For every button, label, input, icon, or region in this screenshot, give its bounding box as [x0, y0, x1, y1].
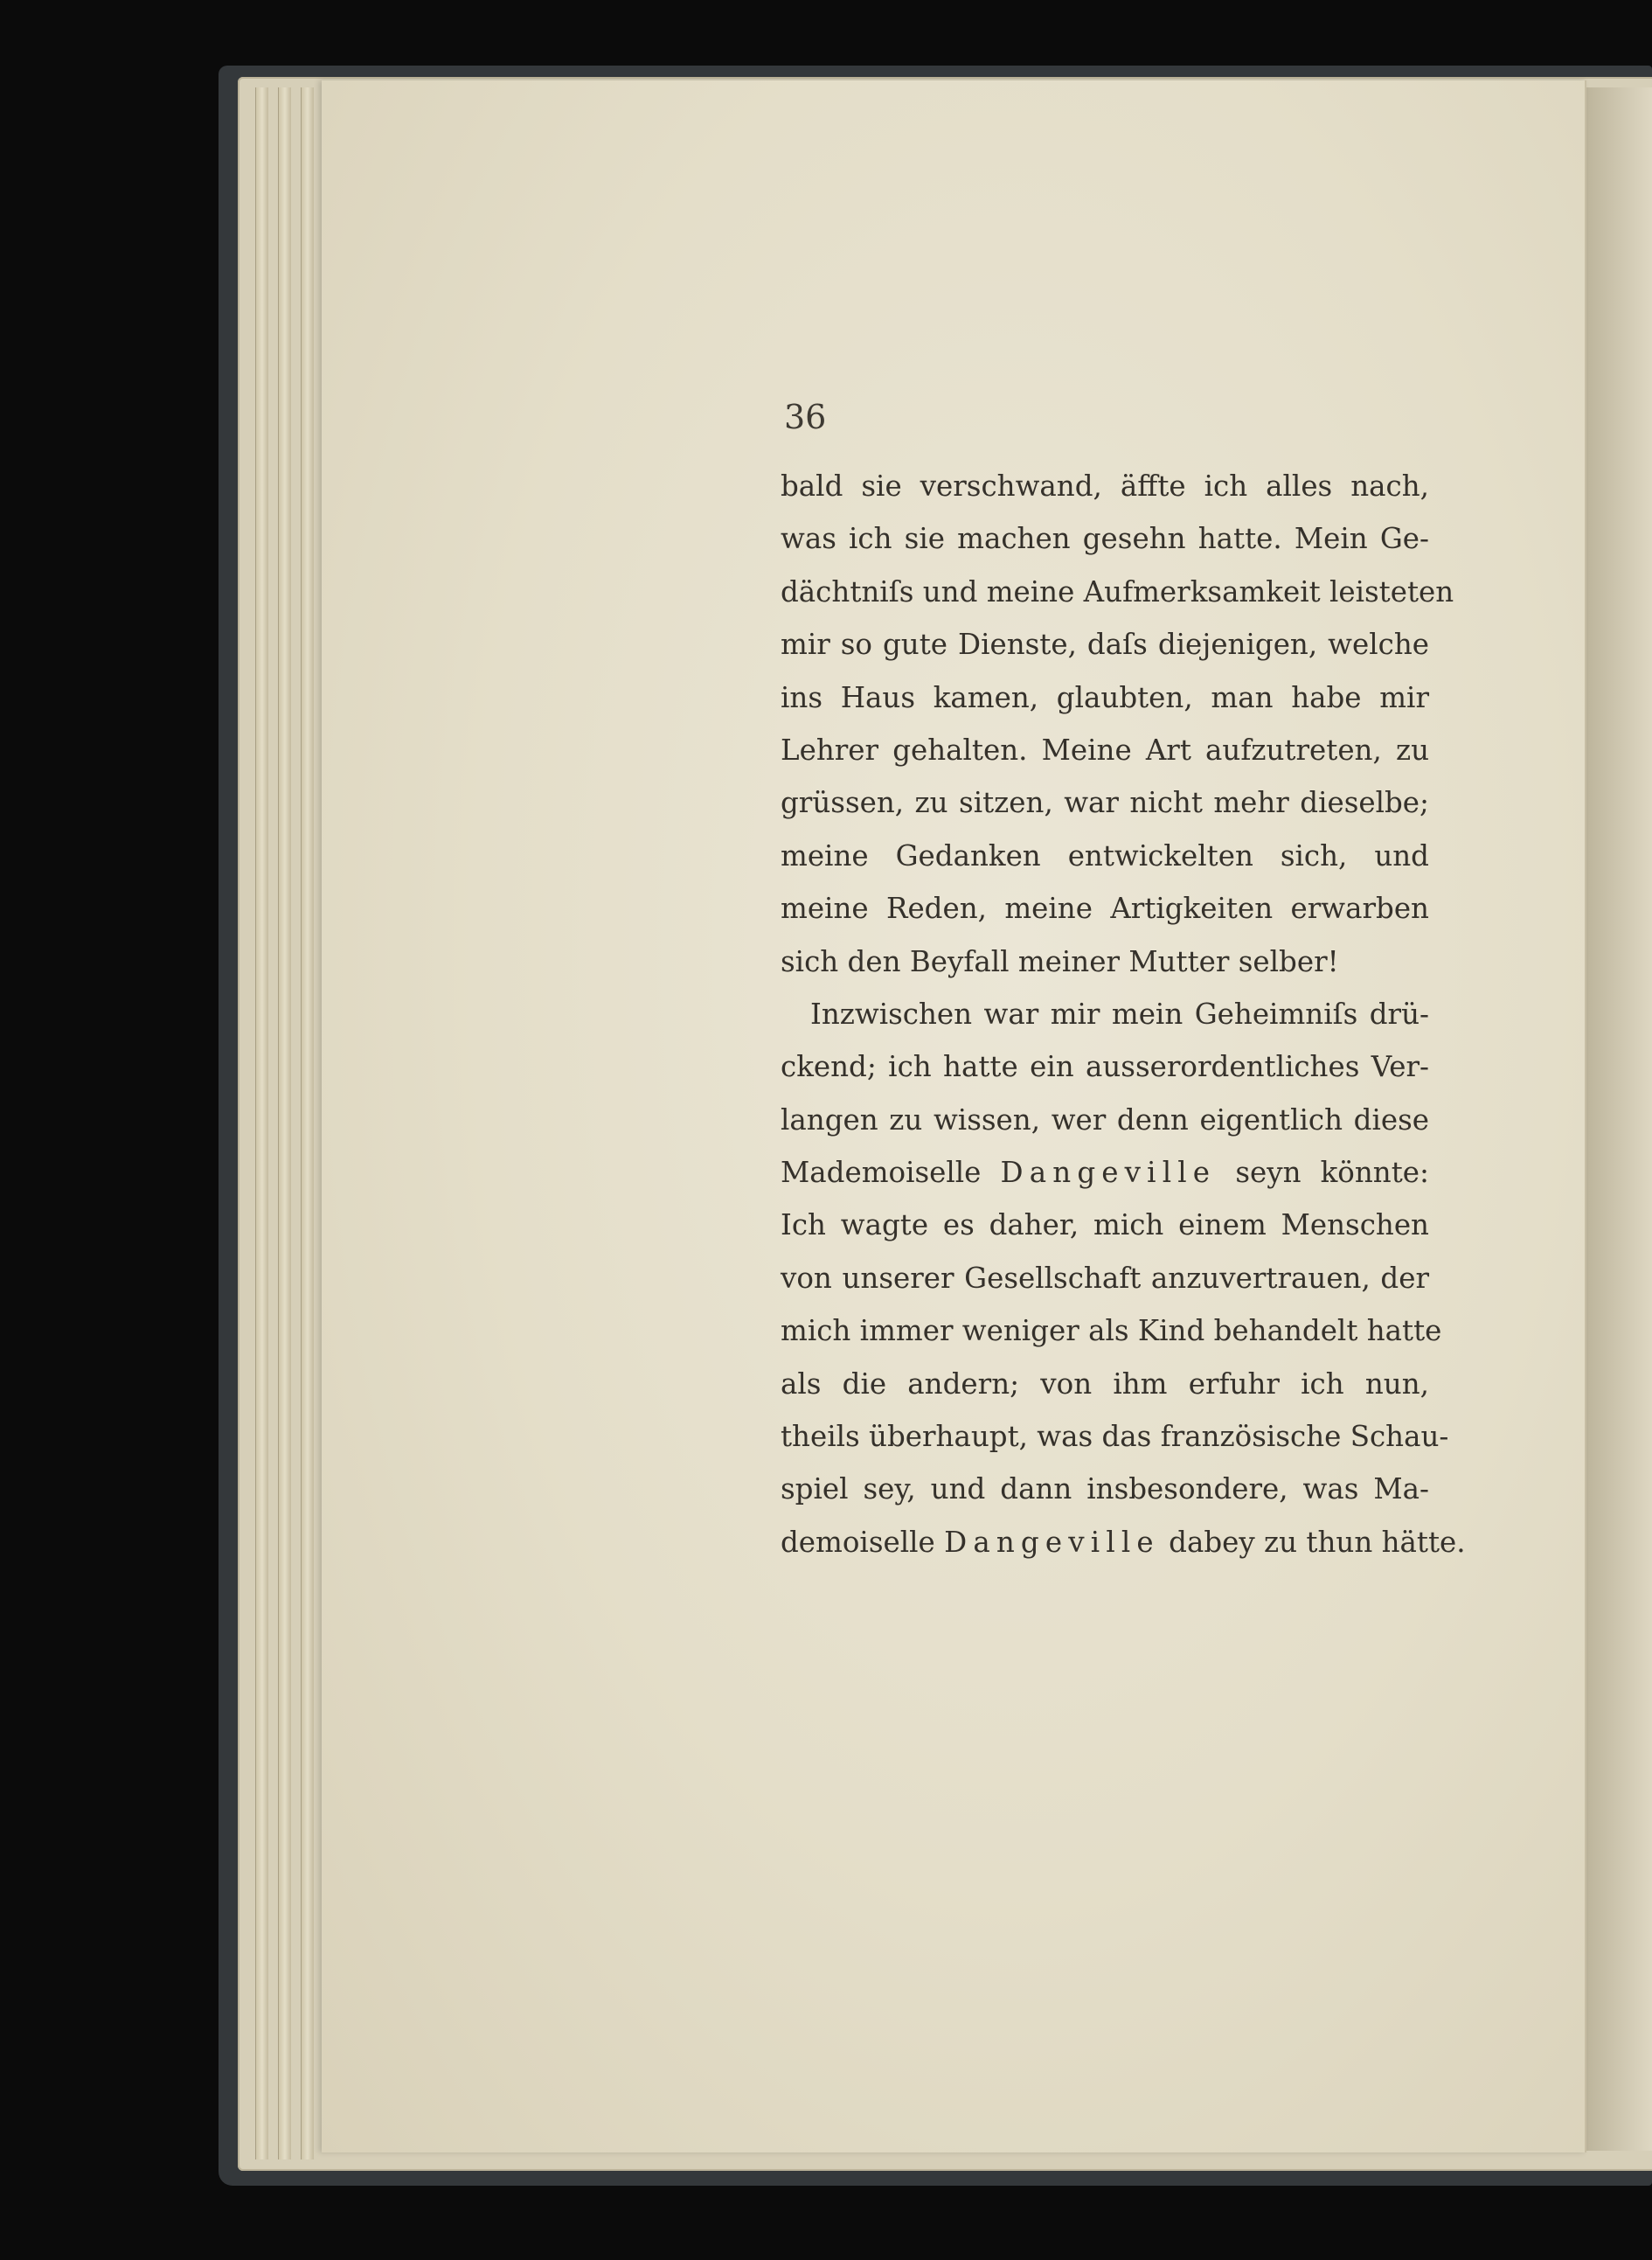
- text-line: ins Haus kamen, glaubten, man habe mir: [781, 680, 1429, 714]
- text-line: meine Gedanken entwickelten sich, und: [781, 838, 1429, 873]
- facing-page-edge: [1586, 87, 1652, 2151]
- page-edge: [301, 87, 314, 2159]
- text-fragment: Mademoiselle: [781, 1156, 982, 1190]
- emphasized-name: Dangeville: [944, 1525, 1160, 1559]
- emphasized-name: Dangeville: [1000, 1156, 1217, 1190]
- text-line: dächtniſs und meine Aufmerksamkeit leisteten: [781, 574, 1454, 608]
- text-line: grüssen, zu sitzen, war nicht mehr dieselbe;: [781, 786, 1429, 820]
- text-line: ckend; ich hatte ein ausserordentliches Ver-: [781, 1050, 1429, 1084]
- text-line: bald sie verschwand, äffte ich alles nach,: [781, 469, 1429, 503]
- text-line: mir so gute Dienste, daſs diejenigen, welche: [781, 628, 1429, 662]
- text-fragment: dabey zu thun hätte.: [1169, 1525, 1466, 1559]
- text-fragment: demoiselle: [781, 1525, 935, 1559]
- text-line: mich immer weniger als Kind behandelt hatte: [781, 1314, 1442, 1348]
- text-line: sich den Beyfall meiner Mutter selber!: [781, 944, 1339, 978]
- text-line: Lehrer gehalten. Meine Art aufzutreten, zu: [781, 733, 1429, 767]
- page-text: [781, 460, 1466, 1568]
- page-edge: [255, 87, 268, 2159]
- text-fragment: seyn könnte:: [1235, 1156, 1429, 1190]
- text-line: Ich wagte es daher, mich einem Menschen: [781, 1208, 1429, 1242]
- text-line: meine Reden, meine Artigkeiten erwarben: [781, 892, 1429, 926]
- text-line: [781, 1516, 1466, 1568]
- text-line: theils überhaupt, was das französische Schau-: [781, 1420, 1449, 1454]
- text-line: von unserer Gesellschaft anzuvertrauen, der: [781, 1261, 1429, 1295]
- page-number: 36: [784, 398, 827, 436]
- text-line: spiel sey, und dann insbesondere, was Ma-: [781, 1472, 1429, 1506]
- text-line: was ich sie machen gesehn hatte. Mein Ge-: [781, 522, 1429, 556]
- text-line: [781, 1146, 1429, 1199]
- text-line: Inzwischen war mir mein Geheimniſs drü-: [810, 997, 1429, 1031]
- text-line: langen zu wissen, wer denn eigentlich diese: [781, 1102, 1429, 1137]
- page-edge: [278, 87, 291, 2159]
- text-line: als die andern; von ihm erfuhr ich nun,: [781, 1366, 1429, 1401]
